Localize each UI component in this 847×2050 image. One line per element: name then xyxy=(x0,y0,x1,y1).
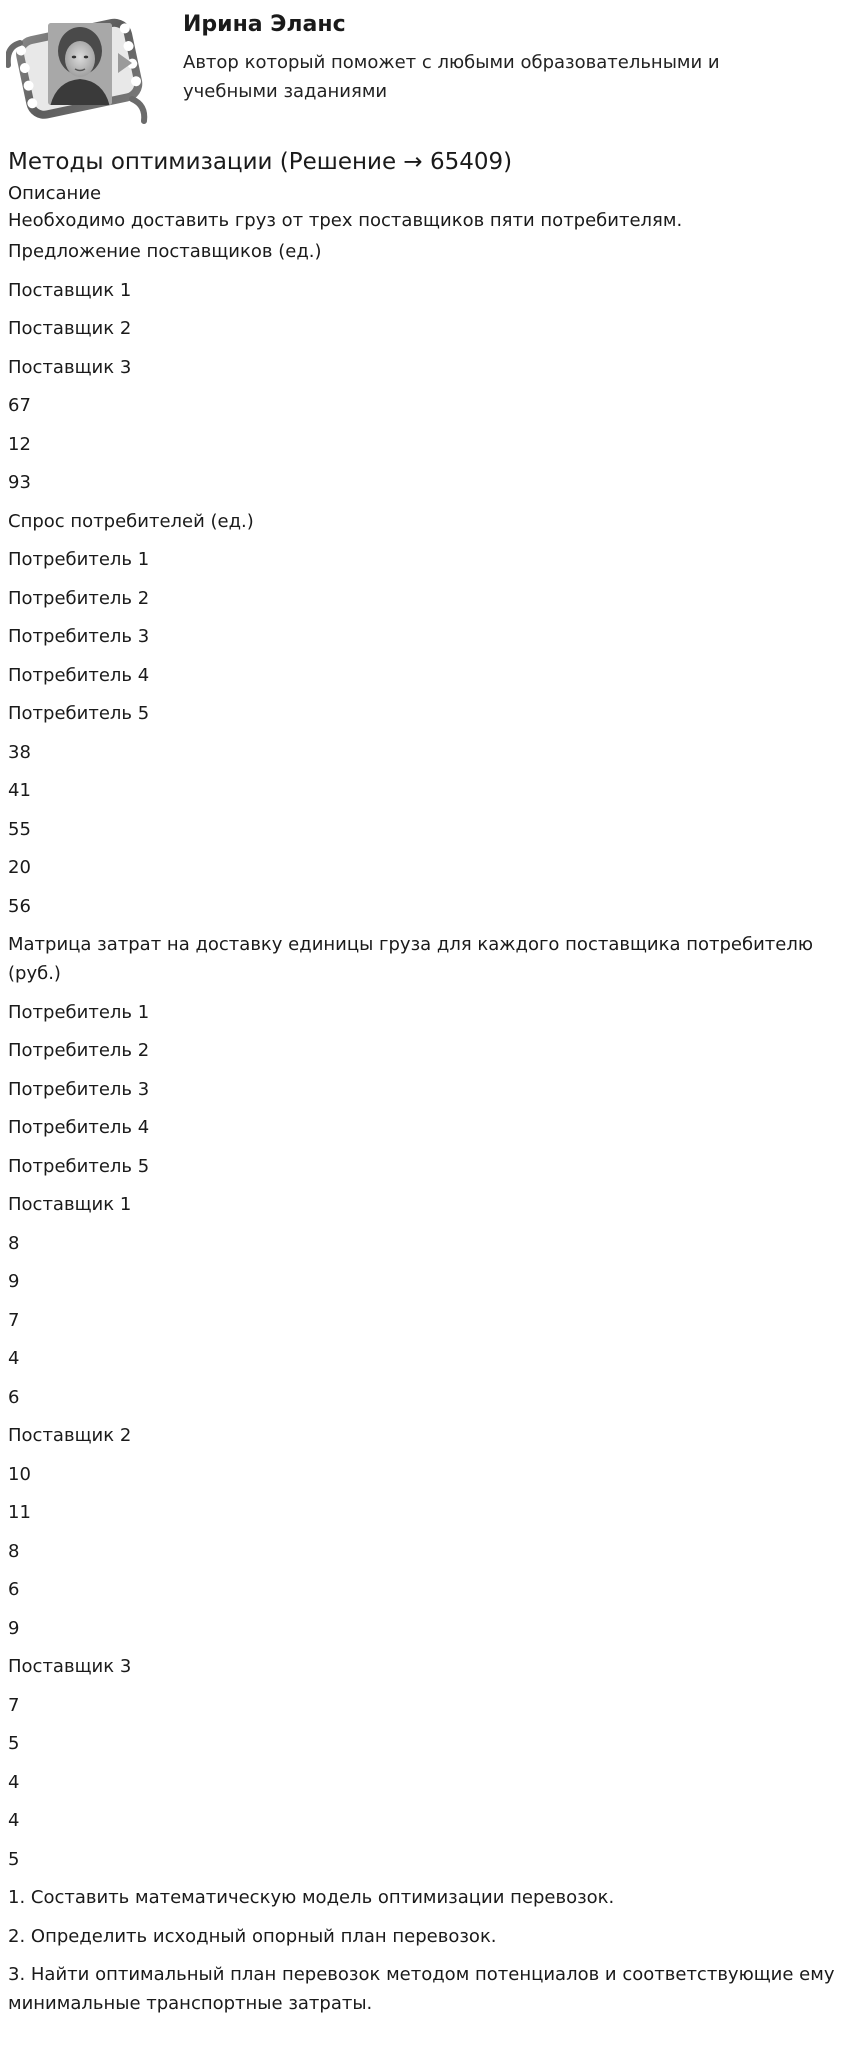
page-title: Методы оптимизации (Решение → 65409) xyxy=(8,149,513,175)
text-row: 93 xyxy=(8,472,31,493)
text-row: 10 xyxy=(8,1463,31,1485)
text-row: 1. Составить математическую модель оптимизации перевозок. xyxy=(8,1887,615,1908)
text-row: Потребитель 3 xyxy=(8,1078,150,1100)
text-row: 9 xyxy=(8,1617,20,1639)
text-row: Потребитель 4 xyxy=(8,1117,150,1138)
text-row: Потребитель 5 xyxy=(8,1155,150,1177)
text-row: 11 xyxy=(8,1502,31,1523)
text-row: 6 xyxy=(8,1579,20,1600)
text-row: 4 xyxy=(8,1348,20,1369)
text-row: 56 xyxy=(8,895,31,917)
text-row: 55 xyxy=(8,818,31,840)
text-row: 3. Найти оптимальный план перевозок методом потенциалов и соответствующие ему минимальные транспортные затраты. xyxy=(8,1964,835,2014)
description-label: Описание xyxy=(8,183,102,204)
author-avatar xyxy=(6,7,150,129)
text-row: Поставщик 1 xyxy=(8,1194,132,1215)
text-row: Предложение поставщиков (ед.) xyxy=(8,241,322,262)
text-row: 7 xyxy=(8,1309,20,1331)
text-row: 9 xyxy=(8,1271,20,1292)
text-row: Потребитель 2 xyxy=(8,587,150,609)
text-row: 5 xyxy=(8,1733,20,1754)
text-row: 4 xyxy=(8,1810,20,1831)
text-row: Поставщик 2 xyxy=(8,318,132,339)
text-row: 4 xyxy=(8,1771,20,1793)
text-row: Потребитель 1 xyxy=(8,1001,150,1023)
task-intro: Необходимо доставить груз от трех поставщиков пяти потребителям. xyxy=(8,210,683,231)
text-row: Поставщик 3 xyxy=(8,1656,132,1677)
author-description: Автор который поможет с любыми образовательными и учебными заданиями xyxy=(183,52,720,102)
author-name: Ирина Эланс xyxy=(183,12,346,37)
text-row: 8 xyxy=(8,1232,20,1254)
text-row: 2. Определить исходный опорный план перевозок. xyxy=(8,1925,497,1947)
text-row: 67 xyxy=(8,395,31,416)
text-row: 8 xyxy=(8,1540,20,1562)
text-row: 38 xyxy=(8,741,31,763)
text-row: Спрос потребителей (ед.) xyxy=(8,510,254,532)
text-row: Поставщик 2 xyxy=(8,1425,132,1446)
author-header xyxy=(0,0,847,135)
text-row: 41 xyxy=(8,780,31,801)
text-row: Поставщик 3 xyxy=(8,356,132,378)
task-content xyxy=(8,146,838,2018)
text-row: 7 xyxy=(8,1694,20,1716)
text-row: 5 xyxy=(8,1848,20,1870)
text-row: Потребитель 2 xyxy=(8,1040,150,1061)
text-row: Потребитель 3 xyxy=(8,626,150,647)
text-row: 6 xyxy=(8,1386,20,1408)
text-row: 20 xyxy=(8,857,31,878)
text-row: Матрица затрат на доставку единицы груза для каждого поставщика потребителю (руб.) xyxy=(8,934,814,984)
text-row: 12 xyxy=(8,433,31,455)
text-row: Поставщик 1 xyxy=(8,279,132,301)
text-row: Потребитель 4 xyxy=(8,664,150,686)
task-rows xyxy=(8,237,838,2018)
text-row: Потребитель 5 xyxy=(8,703,150,724)
text-row: Потребитель 1 xyxy=(8,549,150,570)
